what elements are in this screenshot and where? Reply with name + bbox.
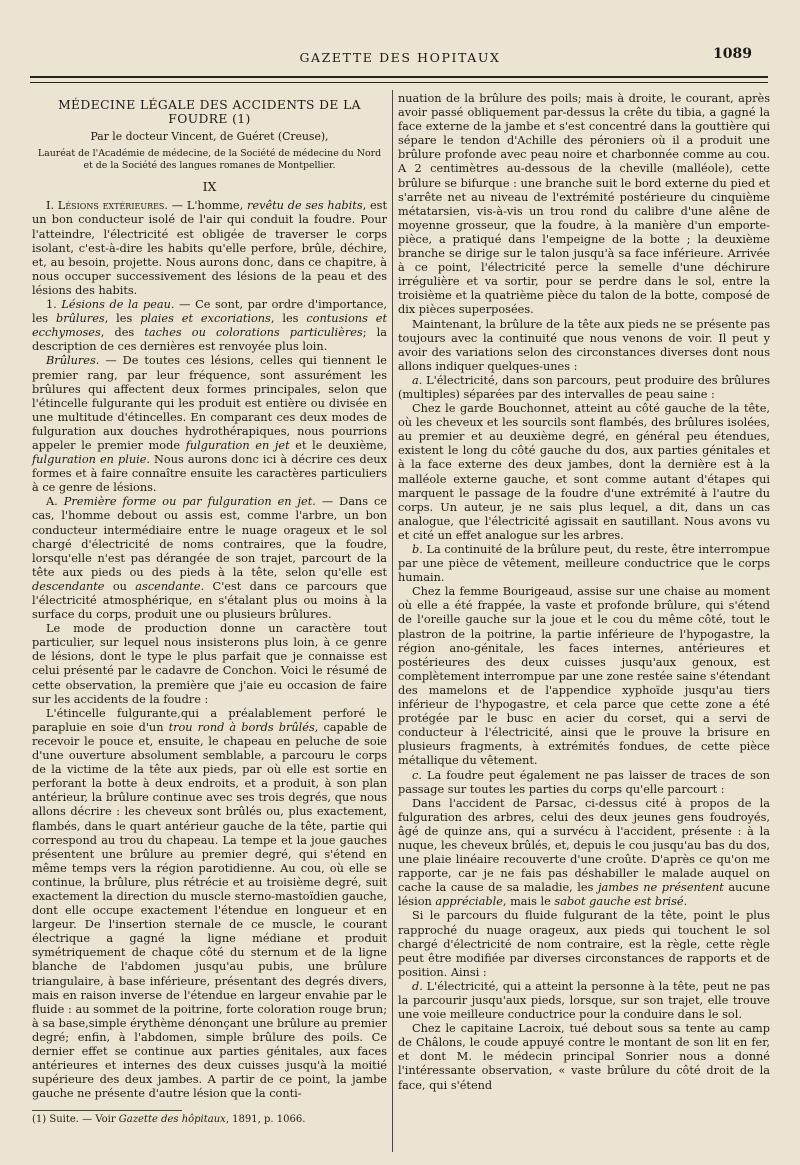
paragraph: Maintenant, la brûlure de la tête aux pieds ne se présente pas toujours avec la continuité que nous venons de voir. Il peut y avoir des variations selon des circonstances diverses dont nous allons indiquer quelques-unes : [398, 317, 770, 373]
paragraph: L'étincelle fulgurante,qui a préalablement perforé le parapluie en soie d'un trou rond à bords brûlés, capable de recevoir le pouce et, ensuite, le chapeau en peluche de soie d'une ouverture absolument semblable, a parcouru le corps de la victime de la tête aux pieds, par où elle est sortie en perforant la botte à deux endroits, et a produit, à son plan antérieur, la brûlure continue avec ses trois degrés, que nous allons décrire : les cheveux sont brûlés ou, plus exactement, flambés, dans le quart antérieur gauche de la tête, partie qui correspond au trou du chapeau. La tempe et la joue gauches présentent une brûlure au premier degré, qui s'étend en même temps vers la région parotidienne. Au cou, où elle se continue, la brûlure, plus rétrécie et au troisième degré, suit exactement la direction du muscle sterno-mastoïdien gauche, dont elle occupe exactement l'étendue en longueur et en largeur. De l'insertion sternale de ce muscle, le courant électrique a gagné la ligne médiane et produit symétriquement de chaque côté du sternum et de la ligne blanche de l'abdomen jusqu'au pubis, une brûlure triangulaire, à base inférieure, présentant des degrés divers, mais en raison inverse de l'étendue en largeur envahie par le fluide : au sommet de la poitrine, forte coloration rouge brun; à sa base,simple érythème dénonçant une brûlure au premier degré; enfin, à l'abdomen, simple brûlure des poils. Ce dernier effet se continue aux parties génitales, aux faces antérieures et internes des deux cuisses jusqu'à la moitié supérieure des deux jambes. A partir de ce point, la jambe gauche ne présente d'autre lésion que la conti- [32, 706, 387, 1101]
paragraph: b. La continuité de la brûlure peut, du reste, être interrompue par une pièce de vêtement, meilleure conductrice que le corps humain. [398, 543, 770, 585]
right-column [398, 92, 770, 1093]
paragraph: Chez le garde Bouchonnet, atteint au côté gauche de la tête, où les cheveux et les sourcils sont flambés, des brûlures isolées, au premier et au deuxième degré, en général peu étendues, existent le long du côté gauche du dos, aux parties génitales et à la face externe des deux jambes, dont la dernière est à la malléole externe gauche, et sont comme autant d'étapes qui marquent le passage de la foudre d'une extrémité à l'autre du corps. Un auteur, je ne sais plus lequel, a dit, dans un cas analogue, que l'électricité agissait en sautillant. Nous avons vu et cité un effet analogue sur les arbres. [398, 402, 770, 542]
author-affiliation [32, 148, 387, 172]
footnote-number: (1) [32, 1114, 47, 1125]
paragraph: I. Lésions extérieures. — L'homme, revêtu de ses habits, est un bon conducteur isolé de l'air qui conduit la foudre. Pour l'atteindre, l'électricité est obligée de traverser le corps isolant, c'est-à-dire les habits qu'elle perfore, brûle, déchire, et, au besoin, projette. Nous aurons donc, dans ce chapitre, à nous occuper successivement des lésions de la peau et des lésions des habits. [32, 199, 387, 297]
paragraph: a. L'électricité, dans son parcours, peut produire des brûlures (multiples) séparées par des intervalles de peau saine : [398, 373, 770, 401]
paragraph: Si le parcours du fluide fulgurant de la tête, point le plus rapproché du nuage orageux, aux pieds qui touchent le sol chargé d'électricité de nom contraire, est la règle, cette règle peut être modifiée par diverses circonstances de rapports et de position. Ainsi : [398, 909, 770, 979]
footnote-citation: Gazette des hôpitaux [118, 1114, 226, 1125]
paragraph: Chez la femme Bourigeaud, assise sur une chaise au moment où elle a été frappée, la vaste et profonde brûlure, qui s'étend de l'oreille gauche sur la joue et le cou du même côté, tout le plastron de la poitrine, la partie inférieure de l'hypogastre, la région ano-génitale, les faces internes, antérieures et postérieures des deux cuisses jusqu'aux genoux, est complètement interrompue par une zone restée saine s'étendant des mamelons et de l'appendice xyphoïde jusqu'au tiers inférieur de l'hypogastre, et cela parce que cette zone a été protégée par le busc en acier du corset, qui a servi de conducteur à l'électricité, ainsi que le prouve la brisure en plusieurs fragments, à extrémités fondues, de cette pièce métallique du vêtement. [398, 585, 770, 768]
section-label: I. Lésions extérieures. [46, 199, 169, 213]
paragraph: Le mode de production donne un caractère tout particulier, sur lequel nous insisterons plus loin, à ce genre de lésions, dont le type le plus parfait que je connaisse est celui présenté par le cadavre de Conchon. Voici le résumé de cette observation, la première que j'aie eu occasion de faire sur les accidents de la foudre : [32, 622, 387, 706]
paragraph: c. La foudre peut également ne pas laisser de traces de son passage sur toutes les parties du corps qu'elle parcourt : [398, 768, 770, 796]
subsection-heading: Brûlures. [46, 354, 100, 368]
section-numeral: IX [202, 179, 217, 195]
paragraph: d. L'électricité, qui a atteint la personne à la tête, peut ne pas la parcourir jusqu'aux pieds, lorsque, sur son trajet, elle trouve une voie meilleure conductrice pour la conduire dans le sol. [398, 979, 770, 1022]
subsection-heading: Première forme ou par fulguration en jet. [63, 495, 316, 509]
subsection-heading: Lésions de la peau. [61, 298, 175, 312]
article-byline: Par le docteur Vincent, de Guéret (Creuse), [90, 130, 329, 144]
footnote-rule [32, 1110, 182, 1111]
footnote: (1) Suite. — Voir Gazette des hôpitaux, 1891, p. 1066. [32, 1114, 306, 1125]
page-number: 1089 [713, 46, 752, 62]
header-rule [30, 76, 768, 83]
paragraph: 1. Lésions de la peau. — Ce sont, par ordre d'importance, les brûlures, les plaies et excoriations, les contusions et ecchymoses, des taches ou colorations particulières; la description de ces dernières est renvoyée plus loin. [32, 298, 388, 354]
article-title: MÉDECINE LÉGALE DES ACCIDENTS DE LA FOUDRE (1) [58, 98, 361, 127]
running-head [0, 46, 800, 70]
paragraph: Chez le capitaine Lacroix, tué debout sous sa tente au camp de Châlons, le coude appuyé contre le montant de son lit en fer, et dont M. le médecin principal Sonrier nous a donné l'intéressante observation, « vaste brûlure du côté droit de la face, qui s'étend [398, 1022, 770, 1092]
affiliation-line-1: Lauréat de l'Académie de médecine, de la Société de médecine du Nord [37, 148, 382, 160]
paragraph: A. Première forme ou par fulguration en jet. — Dans ce cas, l'homme debout ou assis est, comme l'arbre, un bon conducteur intermédiaire entre le nuage orageux et le sol chargé d'électricité de noms contraires, que la foudre, lorsqu'elle n'est pas dérangée de son trajet, parcourt de la tête aux pieds ou des pieds à la tête, selon qu'elle est descendante ou ascendante. C'est dans ce parcours que l'électricité atmosphérique, en s'étalant plus ou moins à la surface du corps, produit une ou plusieurs brûlures. [32, 495, 387, 622]
paragraph: Dans l'accident de Parsac, ci-dessus cité à propos de la fulguration des arbres, celui des deux jeunes gens foudroyés, âgé de quinze ans, qui a survécu à l'accident, présente : à la nuque, les cheveux brûlés, et, depuis le cou jusqu'au bas du dos, une plaie linéaire recouverte d'une croûte. D'après ce qu'on me rapporte, car je ne fais pas déshabiller le malade auquel on cache la cause de sa maladie, les jambes ne présentent aucune lésion appréciable, mais le sabot gauche est brisé. [398, 796, 771, 909]
paragraph: Brûlures. — De toutes ces lésions, celles qui tiennent le premier rang, par leur fréquence, sont assurément les brûlures qui affectent deux formes principales, selon que l'étincelle fulgurante qui les produit est entière ou divisée en une multitude d'étincelles. En comparant ces deux modes de fulguration aux douches hydrothérapiques, nous pourrions appeler le premier mode fulguration en jet et le deuxième, fulguration en pluie. Nous aurons donc ici à décrire ces deux formes et à faire connaître ensuite les caractères particuliers à ce genre de lésions. [32, 354, 387, 495]
paragraph: nuation de la brûlure des poils; mais à droite, le courant, après avoir passé obliquement par-dessus la crête du tibia, a gagné la face externe de la jambe et s'est concentré dans la gouttière qui sépare le tendon d'Achille des péroniers où il a produit une brûlure profonde avec peau noire et charbonnée comme au cou. A 2 centimètres au-dessous de la cheville (malléole), cette brûlure se bifurque : une branche suit le bord externe du pied et s'arrête net au niveau de l'extrémité postérieure du cinquième métatarsien, vis-à-vis un trou rond du calibre d'une alêne de moyenne grosseur, que la foudre, à la manière d'un emporte-pièce, a pratiqué dans l'empeigne de la botte ; la deuxième branche se dirige sur le talon jusqu'à sa face inférieure. Arrivée à ce point, l'électricité perce la semelle d'une déchirure irrégulière et va sortir, pour se perdre dans le sol, entre la troisième et la quatrième pièce du talon de la botte, composé de dix pièces superposées. [398, 92, 770, 317]
affiliation-line-2: et de la Société des langues romanes de Montpellier. [83, 160, 336, 172]
left-column [32, 92, 387, 1101]
journal-title: GAZETTE DES HOPITAUX [299, 50, 501, 65]
column-divider [392, 90, 393, 1152]
